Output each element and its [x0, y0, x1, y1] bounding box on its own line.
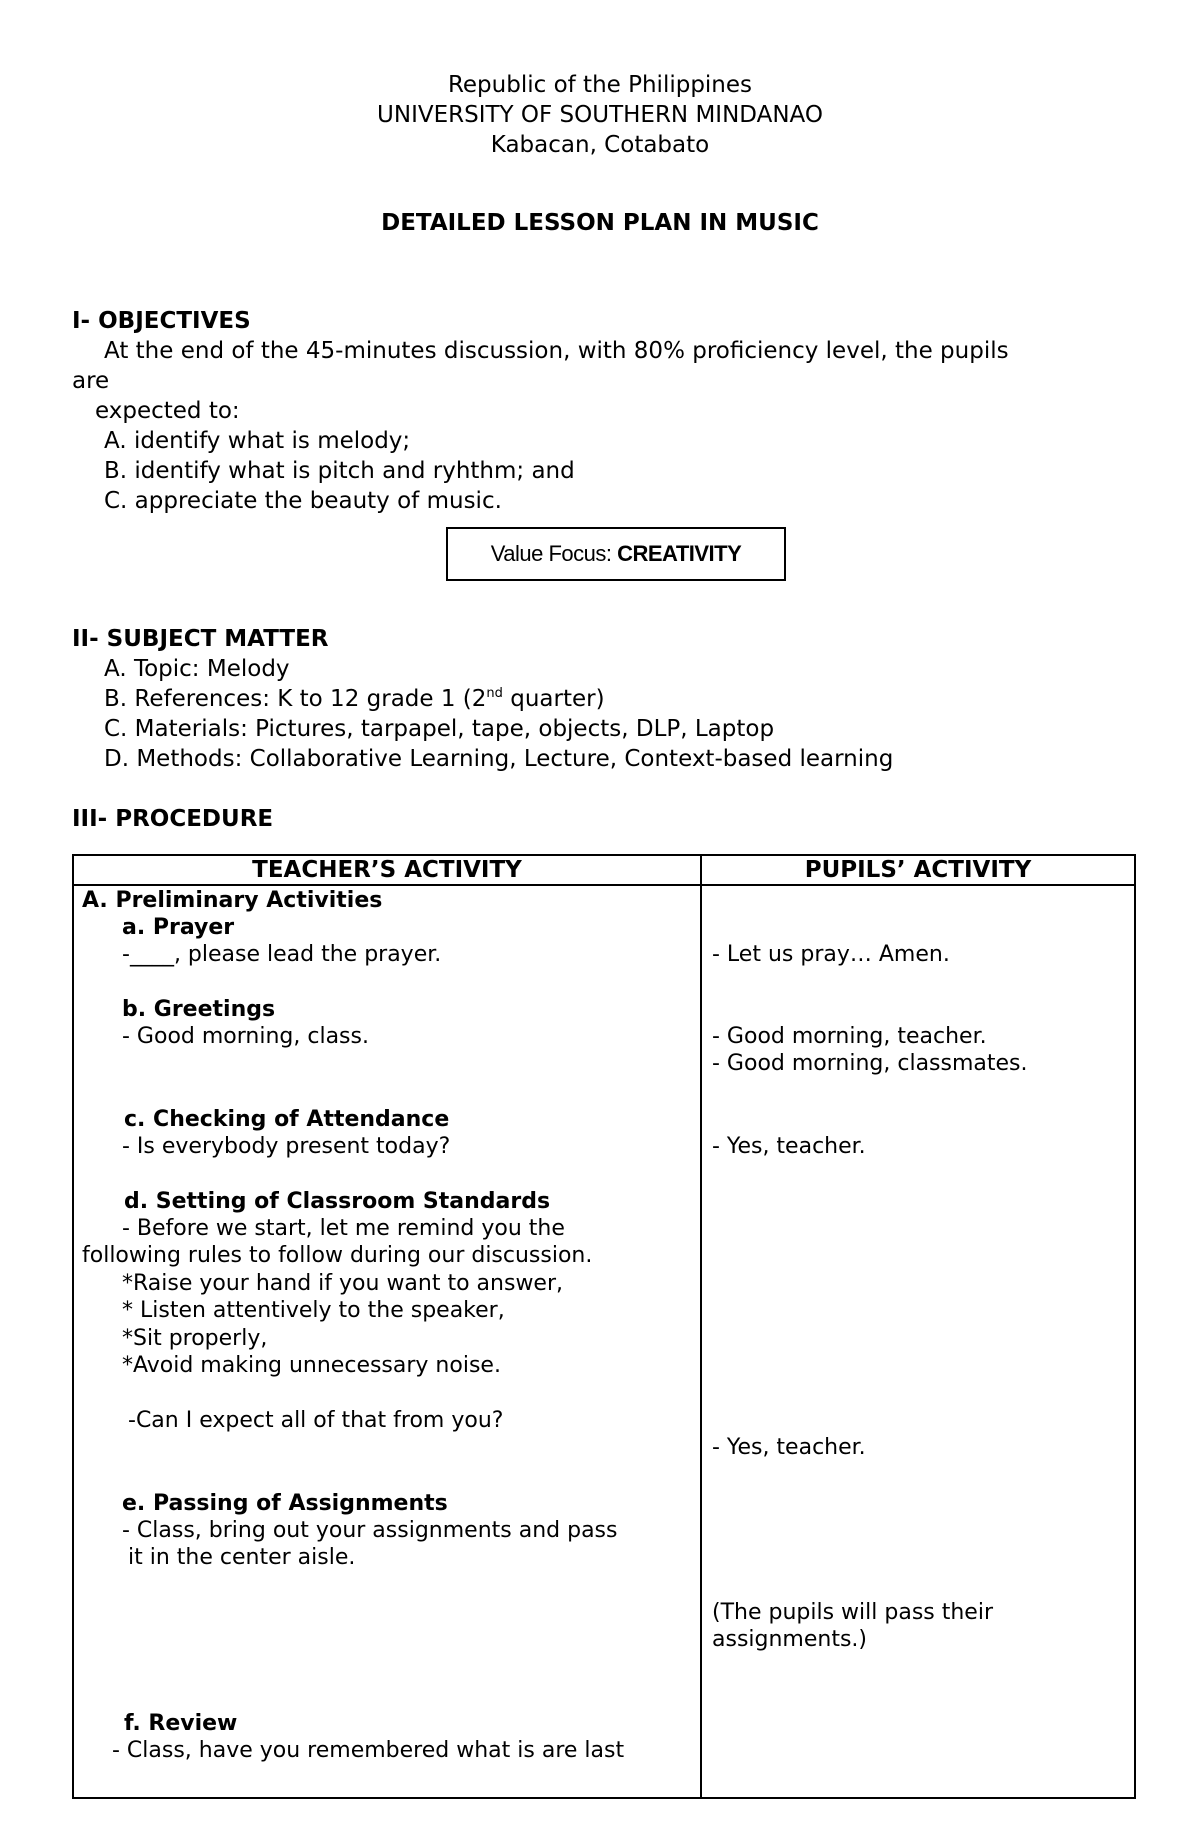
pupil-greeting-classmates: - Good morning, classmates. — [712, 1051, 1028, 1076]
rule-item: *Sit properly, — [122, 1326, 268, 1351]
teacher-activity-header: TEACHER’S ACTIVITY — [73, 855, 701, 885]
standards-line2: following rules to follow during our discussion. — [82, 1243, 593, 1268]
rule-item: *Raise your hand if you want to answer, — [122, 1271, 564, 1296]
pupil-expect-response: - Yes, teacher. — [712, 1435, 866, 1460]
value-focus-value: CREATIVITY — [617, 541, 742, 566]
pupil-assignments-line2: assignments.) — [712, 1627, 867, 1652]
header-location: Kabacan, Cotabato — [490, 132, 710, 158]
assignments-line2: it in the center aisle. — [128, 1545, 356, 1570]
objective-item-c: C. appreciate the beauty of music. — [104, 488, 502, 514]
subject-references: B. References: K to 12 grade 1 (2nd quarter) — [104, 686, 605, 712]
objectives-intro-line1: At the end of the 45-minutes discussion, with 80% proficiency level, the pupils — [104, 338, 1009, 364]
greetings-text: - Good morning, class. — [122, 1024, 369, 1049]
rule-item: * Listen attentively to the speaker, — [122, 1298, 505, 1323]
expect-text: -Can I expect all of that from you? — [128, 1408, 504, 1433]
review-text: - Class, have you remembered what is are last — [112, 1738, 625, 1763]
teacher-activity-cell — [73, 885, 701, 1798]
standards-title: d. Setting of Classroom Standards — [124, 1189, 551, 1214]
document-title: DETAILED LESSON PLAN IN MUSIC — [381, 210, 819, 236]
attendance-text: - Is everybody present today? — [122, 1134, 451, 1159]
procedure-table — [72, 854, 1136, 1799]
assignments-line1: - Class, bring out your assignments and pass — [122, 1518, 618, 1543]
header-university: UNIVERSITY OF SOUTHERN MINDANAO — [377, 102, 823, 128]
objectives-intro-line3: expected to: — [95, 398, 240, 424]
review-title: f. Review — [124, 1711, 238, 1736]
rule-item: *Avoid making unnecessary noise. — [122, 1353, 501, 1378]
objective-item-a: A. identify what is melody; — [104, 428, 411, 454]
objectives-intro-line2: are — [72, 368, 110, 394]
header-republic: Republic of the Philippines — [447, 72, 753, 98]
subject-materials: C. Materials: Pictures, tarpapel, tape, objects, DLP, Laptop — [104, 716, 775, 742]
attendance-title: c. Checking of Attendance — [124, 1107, 450, 1132]
value-focus-label: Value Focus: — [490, 541, 618, 566]
objectives-heading: I- OBJECTIVES — [72, 308, 251, 334]
section-preliminary: A. Preliminary Activities — [82, 888, 383, 913]
subject-topic: A. Topic: Melody — [104, 656, 290, 682]
subject-matter-heading: II- SUBJECT MATTER — [72, 626, 329, 652]
assignments-title: e. Passing of Assignments — [122, 1491, 448, 1516]
pupil-prayer-response: - Let us pray… Amen. — [712, 942, 950, 967]
pupils-activity-cell — [701, 885, 1135, 1798]
procedure-heading: III- PROCEDURE — [72, 806, 274, 832]
prayer-title: a. Prayer — [122, 915, 235, 940]
subject-methods: D. Methods: Collaborative Learning, Lecture, Context-based learning — [104, 746, 894, 772]
standards-line1: - Before we start, let me remind you the — [122, 1216, 565, 1241]
value-focus-box — [446, 527, 786, 581]
objective-item-b: B. identify what is pitch and ryhthm; and — [104, 458, 575, 484]
greetings-title: b. Greetings — [122, 997, 276, 1022]
prayer-text: -____, please lead the prayer. — [122, 942, 442, 967]
pupils-activity-header: PUPILS’ ACTIVITY — [701, 855, 1135, 885]
pupil-assignments-line1: (The pupils will pass their — [712, 1600, 993, 1625]
pupil-attendance-response: - Yes, teacher. — [712, 1134, 866, 1159]
pupil-greeting-teacher: - Good morning, teacher. — [712, 1024, 987, 1049]
